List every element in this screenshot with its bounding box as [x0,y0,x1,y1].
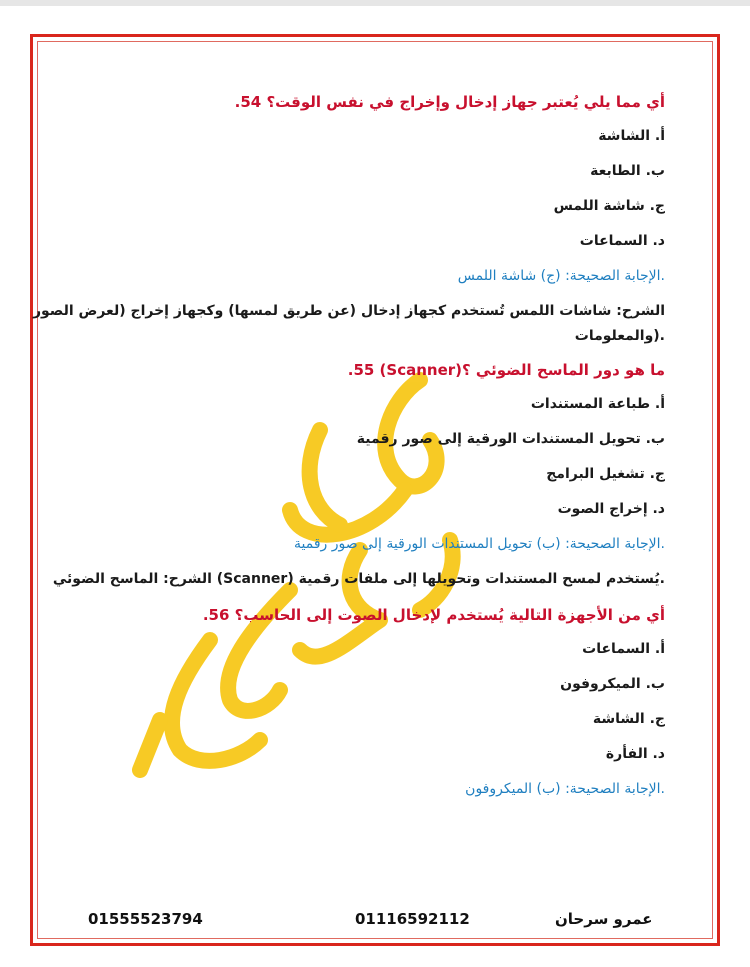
footer-phone-2: 01555523794 [88,910,203,928]
answer-56: .الإجابة الصحيحة: (ب) الميكروفون [465,781,665,797]
footer-author-name: عمرو سرحان [555,910,653,928]
option-54-b: ب. الطابعة [590,163,665,179]
option-56-a: أ. السماعات [582,641,665,657]
footer-phone-1: 01116592112 [355,910,470,928]
question-56: أي من الأجهزة التالية يُستخدم لإدخال الصوت إلى الحاسب؟ 56. [202,606,665,624]
question-55: ما هو دور الماسح الضوئي ؟(Scanner) 55. [347,361,665,379]
question-54: أي مما يلي يُعتبر جهاز إدخال وإخراج في نفس الوقت؟ 54. [234,93,665,111]
answer-54: .الإجابة الصحيحة: (ج) شاشة اللمس [457,268,665,284]
option-55-b: ب. تحويل المستندات الورقية إلى صور رقمية [356,431,665,447]
option-56-b: ب. الميكروفون [560,676,665,692]
answer-55: .الإجابة الصحيحة: (ب) تحويل المستندات الورقية إلى صور رقمية [294,536,665,552]
option-55-a: أ. طباعة المستندات [530,396,665,412]
option-55-c: ج. تشغيل البرامج [546,466,665,482]
explanation-54-line1: الشرح: شاشات اللمس تُستخدم كجهاز إدخال (عن طريق لمسها) وكجهاز إخراج (لعرض الصور [32,303,665,319]
option-55-d: د. إخراج الصوت [557,501,665,517]
explanation-55: .يُستخدم لمسح المستندات وتحويلها إلى ملفات رقمية (Scanner) الشرح: الماسح الضوئي [52,571,665,587]
option-56-c: ج. الشاشة [592,711,665,727]
top-strip [0,0,750,6]
option-56-d: د. الفأرة [605,746,665,762]
explanation-54-line2: .(والمعلومات [574,328,665,344]
option-54-c: ج. شاشة اللمس [553,198,665,214]
option-54-d: د. السماعات [579,233,665,249]
option-54-a: أ. الشاشة [598,128,665,144]
